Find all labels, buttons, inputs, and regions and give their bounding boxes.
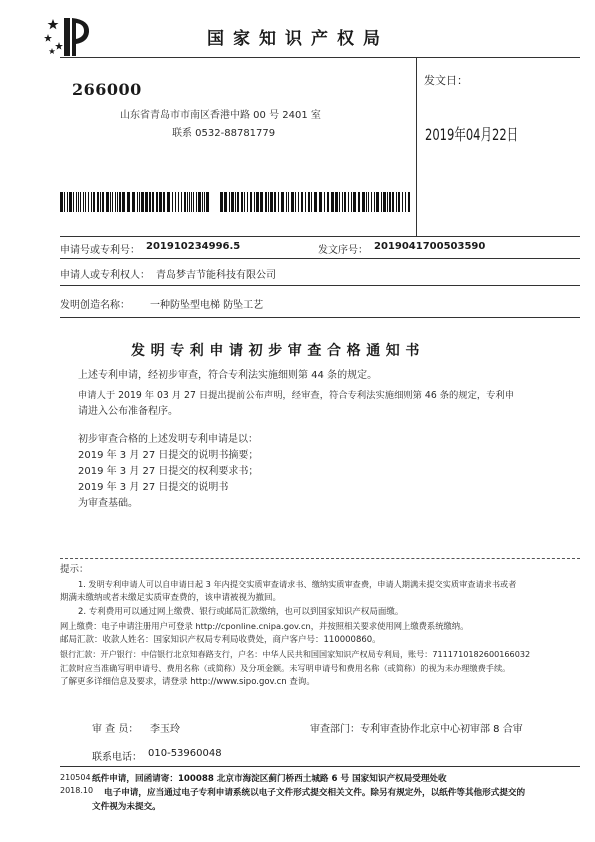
- row-rule-1: [60, 236, 580, 237]
- document-number-label: 发文序号：: [318, 245, 368, 256]
- barcode-left: [60, 192, 210, 212]
- footer-line-2: 电子申请，应当通过电子专利申请系统以电子文件形式提交相关文件。除另有规定外，以纸件等其他形式提交的: [104, 788, 526, 798]
- application-number-value: 201910234996.5: [146, 241, 241, 252]
- office-emblem: [42, 14, 94, 60]
- invention-title-value: 一种防坠型电梯 防坠工艺: [150, 300, 264, 311]
- row-rule-2: [60, 258, 580, 259]
- applicant-value: 青岛梦吉节能科技有限公司: [156, 270, 276, 281]
- remark-line-5: 邮局汇款：收款人姓名：国家知识产权局专利局收费处，商户客户号：110000860。: [60, 635, 381, 645]
- recipient-contact: 联系 0532-88781779: [172, 128, 276, 139]
- remark-line-8: 了解更多详细信息及要求，请登录 http://www.sipo.gov.cn 查询。: [60, 677, 315, 687]
- recipient-address: 山东省青岛市市南区香港中路 00 号 2401 室: [120, 110, 321, 121]
- examination-department: 审查部门：专利审查协作北京中心初审部 8 合审: [310, 724, 523, 735]
- footer-line-1: 纸件申请，回函请寄：100088 北京市海淀区蓟门桥西土城路 6 号 国家知识产权局受理处收: [92, 774, 447, 784]
- basis-conclusion: 为审查基础。: [78, 498, 138, 509]
- issue-date-value: 2019年04月22日: [425, 125, 519, 144]
- notice-paragraph-2: 申请人于 2019 年 03 月 27 日提出提前公布声明，经审查，符合专利法实施细则第 46 条的规定，专利申: [78, 390, 515, 401]
- notice-title: 发明专利申请初步审查合格通知书: [131, 343, 425, 359]
- basis-item-2: 2019 年 3 月 27 日提交的权利要求书；: [78, 466, 259, 477]
- notice-paragraph-3: 请进入公布准备程序。: [78, 406, 178, 417]
- footer-line-3: 文件视为未提交。: [92, 802, 161, 812]
- barcode-right: [220, 192, 410, 212]
- document-number-value: 2019041700503590: [374, 241, 486, 252]
- postcode: 266000: [72, 80, 142, 99]
- remark-line-2: 期满未缴纳或者未缴足实质审查费的，该申请被视为撤回。: [60, 593, 282, 603]
- date-column-divider: [416, 57, 417, 237]
- footer-rule: [60, 766, 580, 767]
- application-number-label: 申请号或专利号：: [60, 245, 140, 256]
- phone-label: 联系电话：: [92, 752, 142, 763]
- row-rule-3: [60, 285, 580, 286]
- basis-item-3: 2019 年 3 月 27 日提交的说明书: [78, 482, 229, 493]
- office-name: 国家知识产权局: [207, 29, 389, 49]
- remark-line-6: 银行汇款：开户银行：中信银行北京知春路支行，户名：中华人民共和国国家知识产权局专利局，账号：7111710182600166032: [60, 649, 531, 659]
- phone-value: 010-53960048: [148, 748, 222, 759]
- examiner-label: 审 查 员：: [92, 724, 139, 735]
- form-date: 2018.10: [60, 786, 94, 795]
- notice-paragraph-1: 上述专利申请，经初步审查，符合专利法实施细则第 44 条的规定。: [78, 370, 378, 381]
- examiner-name: 李玉玲: [150, 724, 180, 735]
- remarks-top-rule: [60, 558, 580, 559]
- form-code: 210504: [60, 773, 91, 782]
- invention-title-label: 发明创造名称：: [60, 300, 130, 311]
- remark-line-4: 网上缴费：电子申请注册用户可登录 http://cponline.cnipa.gov.cn，并按照相关要求使用网上缴费系统缴纳。: [60, 621, 469, 631]
- header-rule: [60, 57, 580, 58]
- basis-intro: 初步审查合格的上述发明专利申请是以：: [78, 434, 258, 445]
- issue-date-label: 发文日：: [424, 74, 468, 87]
- remark-line-7: 汇款时应当准确写明申请号、费用名称（或简称）及分项金额。未写明申请号和费用名称（或简称）的视为未办理缴费手续。: [60, 663, 511, 673]
- applicant-label: 申请人或专利权人：: [60, 270, 150, 281]
- basis-item-1: 2019 年 3 月 27 日提交的说明书摘要；: [78, 450, 259, 461]
- remarks-heading: 提示：: [60, 564, 89, 575]
- remark-line-1: 1. 发明专利申请人可以自申请日起 3 年内提交实质审查请求书、缴纳实质审查费，申请人期满未提交实质审查请求书或者: [78, 579, 517, 589]
- row-rule-4: [60, 317, 580, 318]
- remark-line-3: 2. 专利费用可以通过网上缴费、银行或邮局汇款缴纳，也可以到国家知识产权局面缴。: [78, 607, 404, 617]
